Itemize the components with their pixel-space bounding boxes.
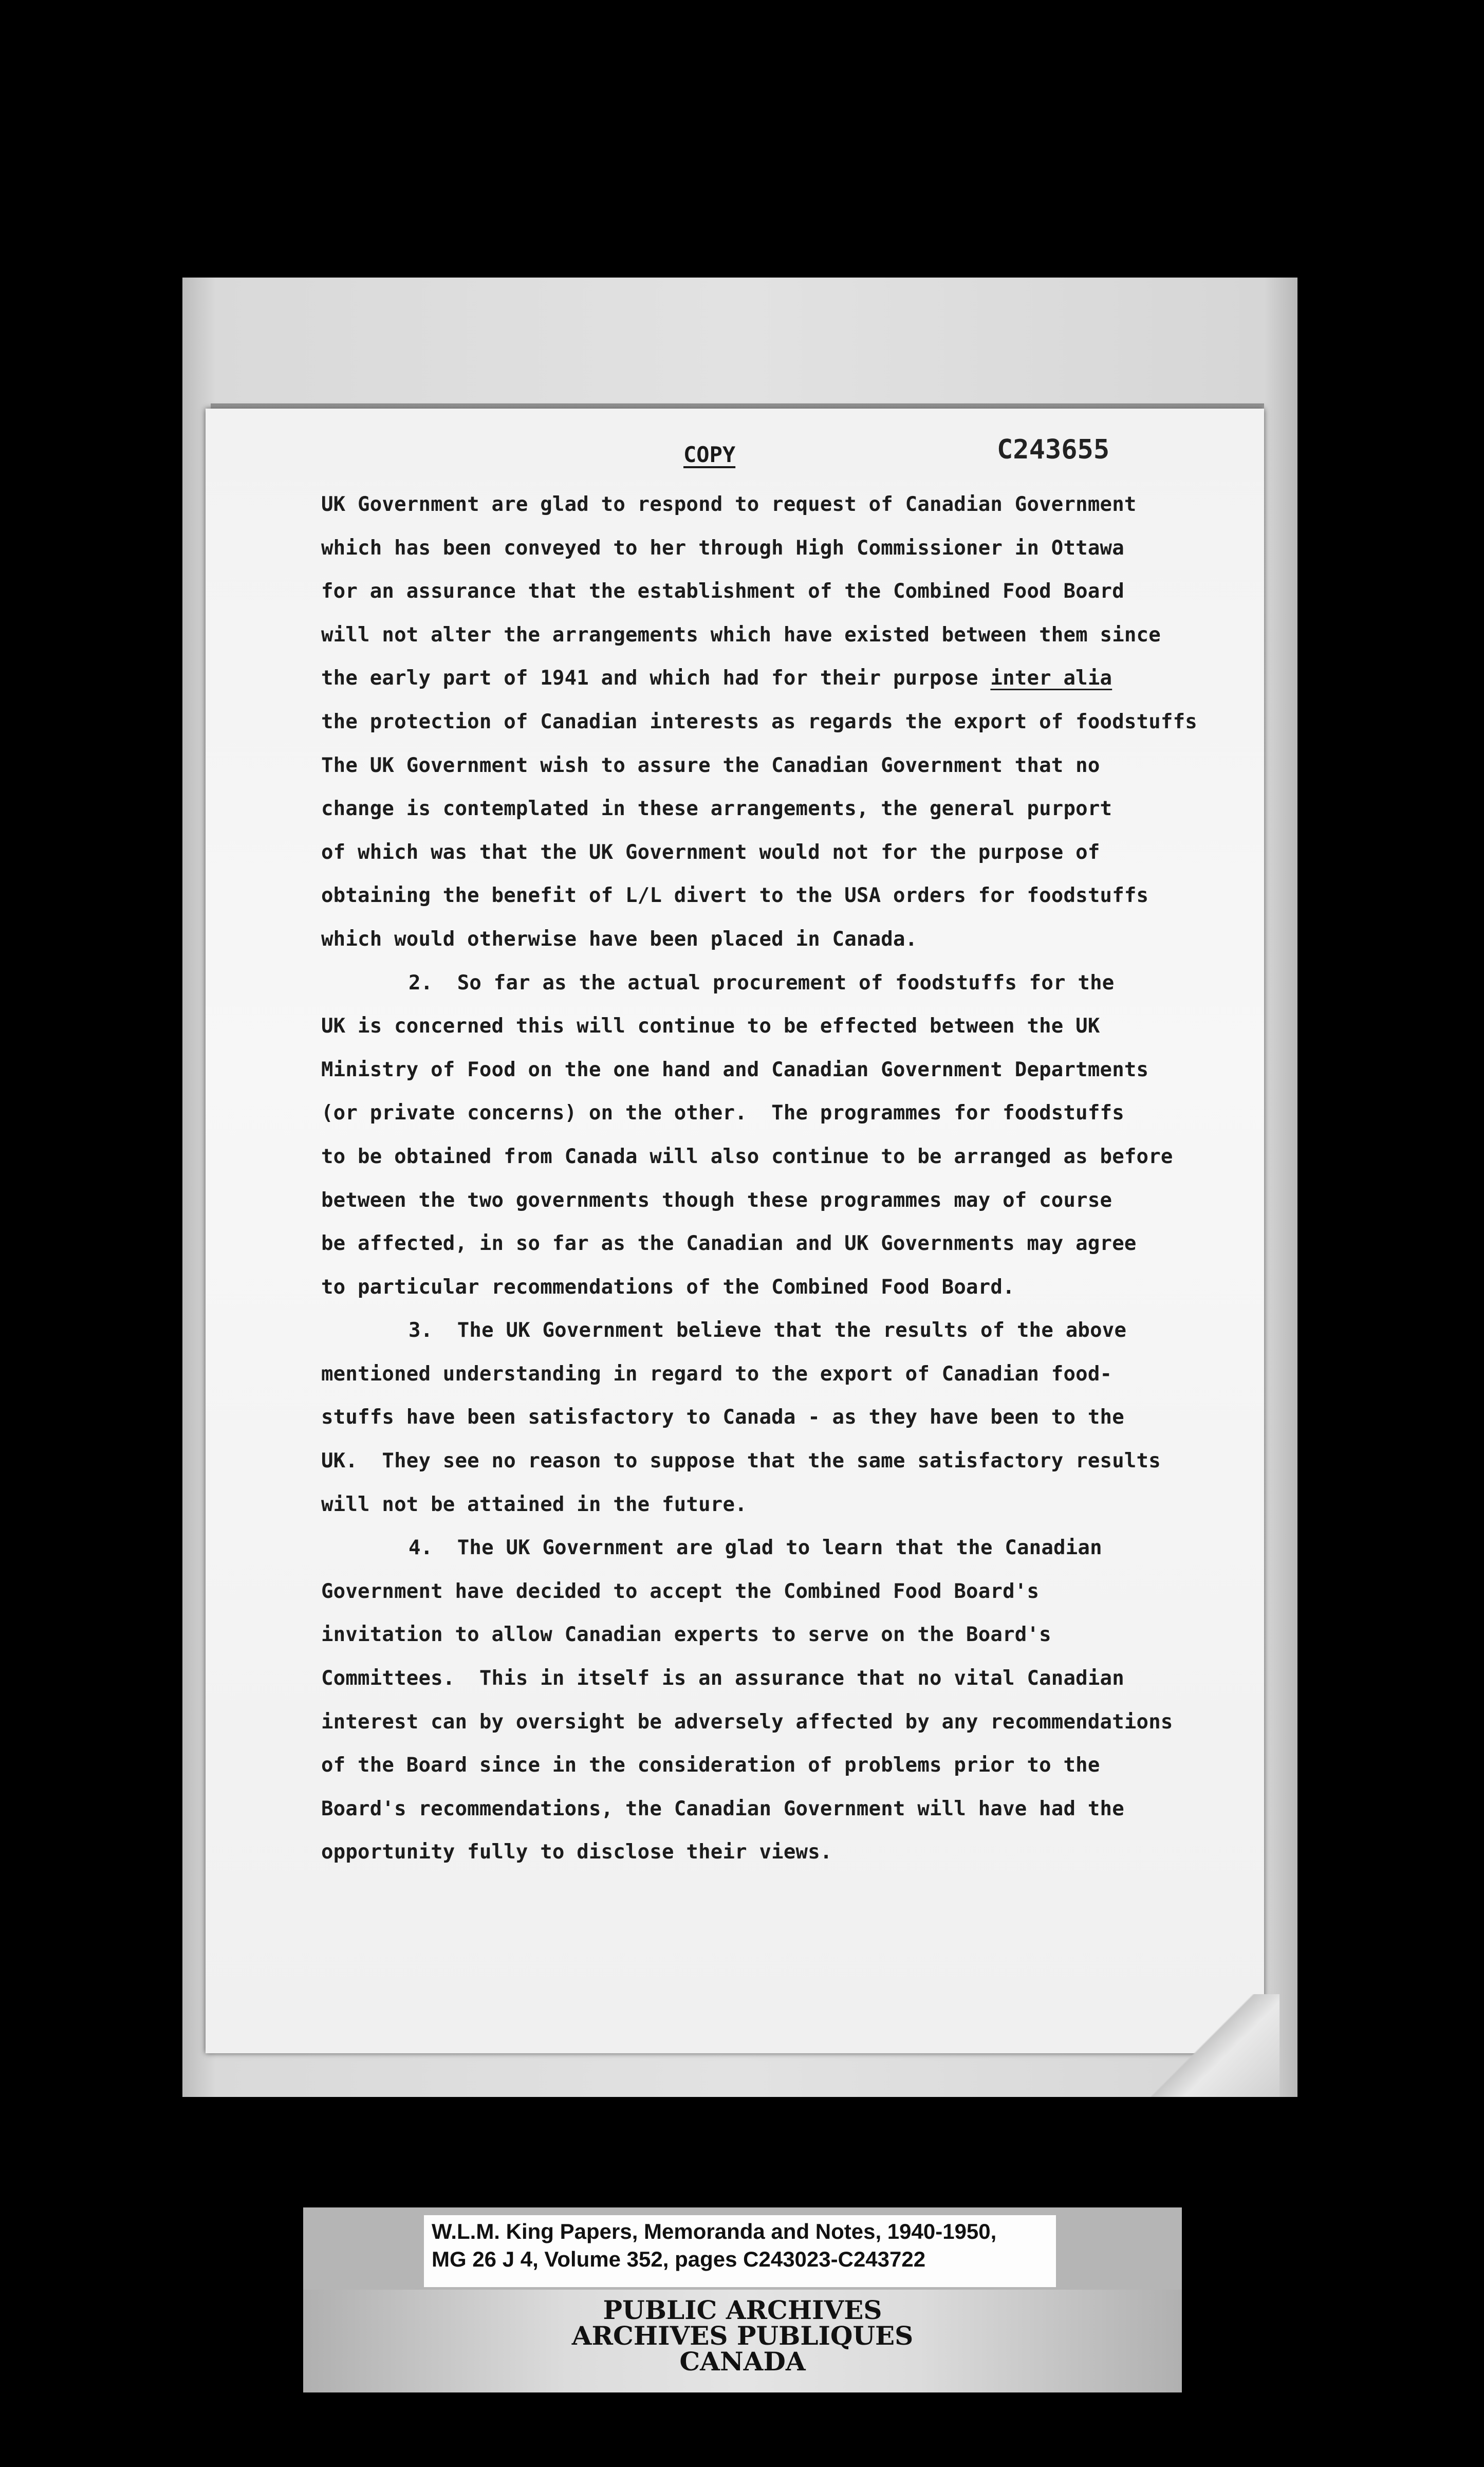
line-text: of the Board since in the consideration of problems prior to the [321,1754,1100,1777]
line-text: will not alter the arrangements which have existed between them since [321,623,1161,647]
document-number: C243655 [997,434,1110,465]
line-text: the protection of Canadian interests as regards the export of foodstuffs [321,710,1197,733]
line-text: The UK Government wish to assure the Canadian Government that no [321,753,1100,777]
document-line [321,831,1262,875]
document-line [321,1613,1262,1657]
document-line [321,1440,1262,1483]
document-line [321,1135,1262,1179]
line-text: 4. The UK Government are glad to learn that the Canadian [409,1536,1102,1560]
document-line [321,1570,1262,1614]
document-line [321,1396,1262,1440]
document-line [321,1092,1262,1135]
document-line [321,1048,1262,1092]
line-text: stuffs have been satisfactory to Canada - as they have been to the [321,1406,1124,1429]
document-line [321,1353,1262,1396]
document-line [321,527,1262,570]
document-line [321,1309,1262,1353]
document-line [321,1005,1262,1048]
document-line [321,1179,1262,1223]
collection-line-1: W.L.M. King Papers, Memoranda and Notes, 1940-1950, [432,2219,997,2243]
collection-line-2: MG 26 J 4, Volume 352, pages C243023-C243722 [432,2247,926,2271]
archives-stamp-line-1: PUBLIC ARCHIVES [603,2295,882,2325]
document-line [321,1222,1262,1266]
line-text: UK is concerned this will continue to be effected between the UK [321,1015,1100,1038]
document-line [321,1788,1262,1831]
document-line [321,1701,1262,1744]
copy-heading: COPY [683,442,736,467]
line-text: be affected, in so far as the Canadian and UK Governments may agree [321,1232,1137,1256]
document-line [321,787,1262,831]
page-curl [1146,1994,1279,2097]
line-text: the early part of 1941 and which had for their purpose [321,667,991,690]
line-text: change is contemplated in these arrangements, the general purport [321,797,1112,821]
underlined-phrase: inter alia [990,667,1112,690]
line-text: Committees. This in itself is an assurance that no vital Canadian [321,1667,1124,1690]
document-line [321,614,1262,657]
line-text: of which was that the UK Government would not for the purpose of [321,840,1100,864]
line-text: will not be attained in the future. [321,1493,747,1516]
line-text: for an assurance that the establishment of the Combined Food Board [321,580,1124,603]
document-line [321,962,1262,1005]
document-line [321,918,1262,962]
document-line [321,657,1262,701]
line-text: which has been conveyed to her through High Commissioner in Ottawa [321,536,1124,560]
line-text: mentioned understanding in regard to the export of Canadian food- [321,1362,1112,1386]
line-text: invitation to allow Canadian experts to serve on the Board's [321,1623,1051,1647]
line-text: opportunity fully to disclose their views. [321,1840,832,1864]
document-line [321,570,1262,614]
line-text: Board's recommendations, the Canadian Government will have had the [321,1797,1124,1820]
line-text: (or private concerns) on the other. The programmes for foodstuffs [321,1101,1124,1125]
document-line [321,874,1262,918]
document-line [321,1483,1262,1527]
line-text: between the two governments though these programmes may of course [321,1188,1112,1212]
document-line [321,744,1262,788]
document-line [321,483,1262,527]
archives-stamp-line-3: CANADA [679,2346,806,2377]
line-text: to be obtained from Canada will also continue to be arranged as before [321,1145,1173,1168]
document-body [321,483,1262,1874]
document-line [321,1266,1262,1310]
document-line [321,1744,1262,1788]
archives-stamp-line-2: ARCHIVES PUBLIQUES [571,2321,914,2351]
line-text: obtaining the benefit of L/L divert to the USA orders for foodstuffs [321,884,1149,908]
line-text: UK Government are glad to respond to request of Canadian Government [321,493,1137,516]
line-text: UK. They see no reason to suppose that the same satisfactory results [321,1449,1161,1473]
line-text: 3. The UK Government believe that the results of the above [409,1319,1127,1342]
document-line [321,701,1262,744]
document-line [321,1526,1262,1570]
document-line [321,1657,1262,1701]
line-text: Ministry of Food on the one hand and Canadian Government Departments [321,1058,1149,1081]
document-line [321,1831,1262,1874]
line-text: to particular recommendations of the Combined Food Board. [321,1275,1015,1299]
line-text: which would otherwise have been placed in Canada. [321,927,918,951]
line-text: Government have decided to accept the Combined Food Board's [321,1579,1040,1603]
line-text: 2. So far as the actual procurement of foodstuffs for the [409,971,1115,995]
line-text: interest can by oversight be adversely affected by any recommendations [321,1710,1173,1734]
